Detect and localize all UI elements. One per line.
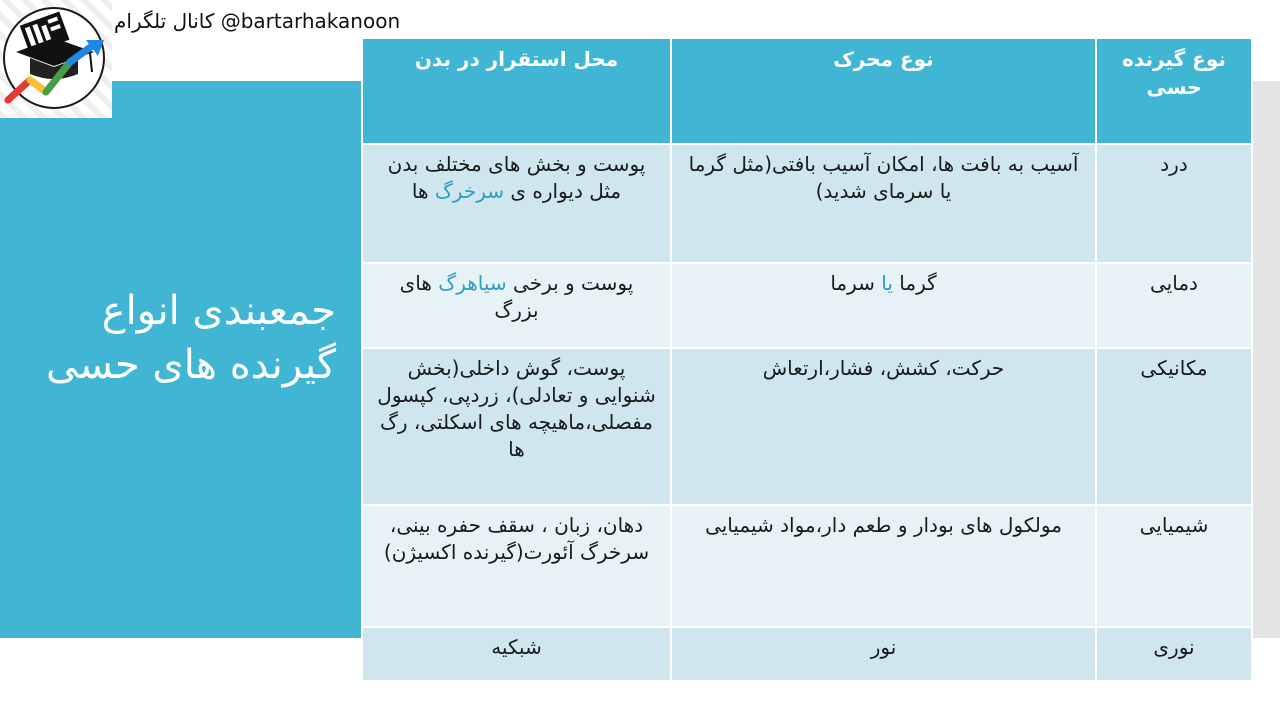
- table-row: [362, 263, 1252, 348]
- table-header-row: [362, 38, 1252, 144]
- table-row: [362, 144, 1252, 263]
- location-cell: [362, 263, 671, 348]
- column-header-stimulus: نوع محرک: [671, 38, 1096, 144]
- location-text: پوست و بخش های مختلف بدن مثل دیواره ی: [387, 152, 646, 203]
- location-text: های بزرگ: [399, 271, 539, 322]
- receptor-type-cell: دمایی: [1096, 263, 1252, 348]
- logo-graduation-icon: [0, 0, 112, 118]
- receptor-type-cell: شیمیایی: [1096, 505, 1252, 627]
- stimulus-cell: مولکول های بودار و طعم دار،مواد شیمیایی: [671, 505, 1096, 627]
- receptor-type-cell: مکانیکی: [1096, 348, 1252, 505]
- receptor-type-cell: درد: [1096, 144, 1252, 263]
- stimulus-text: سرما: [830, 271, 882, 295]
- slide-title: جمعبندی انواع گیرنده های حسی: [45, 288, 336, 388]
- stimulus-cell: [671, 263, 1096, 348]
- location-cell: پوست، گوش داخلی(بخش شنوایی و تعادلی)، زردپی، کپسول مفصلی،ماهیچه های اسکلتی، رگ ها: [362, 348, 671, 505]
- channel-logo: [0, 0, 112, 118]
- receptor-type-cell: نوری: [1096, 627, 1252, 681]
- stimulus-cell: آسیب به بافت ها، امکان آسیب بافتی(مثل گرما یا سرمای شدید): [671, 144, 1096, 263]
- highlight-term: یا: [881, 271, 893, 295]
- stimulus-text: گرما: [892, 271, 937, 295]
- location-cell: دهان، زبان ، سقف حفره بینی، سرخرگ آئورت(گیرنده اکسیژن): [362, 505, 671, 627]
- stimulus-cell: نور: [671, 627, 1096, 681]
- location-cell: شبکیه: [362, 627, 671, 681]
- highlight-term: سیاهرگ: [438, 271, 507, 295]
- channel-handle: کانال تلگرام @bartarhakanoon: [114, 9, 401, 33]
- table-row: [362, 505, 1252, 627]
- column-header-location: محل استقرار در بدن: [362, 38, 671, 144]
- location-cell: [362, 144, 671, 263]
- location-text: پوست و برخی: [506, 271, 634, 295]
- side-strip: [1250, 81, 1280, 638]
- sense-receptor-table: [361, 37, 1253, 682]
- location-text: ها: [411, 179, 435, 203]
- stimulus-cell: حرکت، کشش، فشار،ارتعاش: [671, 348, 1096, 505]
- table-row: [362, 627, 1252, 681]
- highlight-term: سرخرگ: [434, 179, 504, 203]
- table-row: [362, 348, 1252, 505]
- column-header-receptor-type: نوع گیرنده حسی: [1096, 38, 1252, 144]
